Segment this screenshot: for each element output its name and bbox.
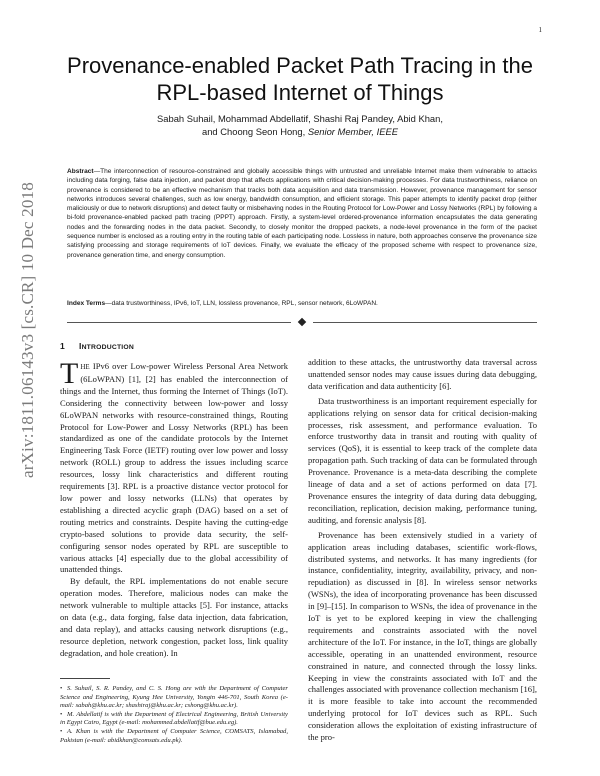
arxiv-identifier-stamp: arXiv:1811.06143v3 [cs.CR] 10 Dec 2018 [18,182,37,478]
separator-line-left [67,322,291,323]
section-number: 1 [60,341,65,351]
footnote-bullet: • [60,727,63,735]
intro-paragraph-2: By default, the RPL implementations do not enable secure operation modes. Therefore, malicious nodes can make the network vulnerable to multiple attacks [5]. For instance, attacks on data (e.g., data forging, false data injection, data fabrication, and data replay), and attacks causing network disruptions (e.g., resource depletion, network congestion, packet loss, link quality degradation, and hole creation). In [60,576,288,658]
index-terms-label: Index Terms [67,300,106,307]
section-title-initial: I [79,341,82,351]
section-separator [67,318,537,326]
footnotes [60,685,288,745]
author-line-2 [90,126,510,139]
left-column [60,357,288,660]
separator-line-right [313,322,537,323]
footnote-3 [60,728,288,745]
separator-diamond-icon [298,317,306,325]
footnote-2-text: M. Abdellatif is with the Department of Electrical Engineering, British University in Egypt Cairo, Egypt (e-mail: mohammed.abdellatif@bue.edu.eg). [60,710,288,727]
footnote-3-text: A. Khan is with the Department of Computer Science, COMSATS, Islamabad, Pakistan (e-mail: abidkhan@comsats.edu.pk). [60,727,288,744]
footnote-2 [60,711,288,728]
footnote-bullet: • [60,685,63,692]
author-list [90,113,510,138]
right-paragraph-1: addition to these attacks, the untrustworthy data traversal across unattended sensor nodes may cause issues during data debugging, data verification and data authenticity [6]. [308,357,537,391]
section-title-rest: NTRODUCTION [81,344,134,351]
right-paragraph-3: Provenance has been extensively studied in a variety of application areas including databases, scientific work-flows, distributed systems, and networks. It has many ingredients (for instance, confidentiality, integrity, availability, privacy, and non-repudiation) as discussed in [8]. In wireless sensor networks (WSNs), the idea of incorporating provenance has been discussed in [9]–[15]. In comparison to WSNs, the idea of provenance in the IoT is yet to be explored keeping in view the challenging requirements and constraints associated with the novel architecture of the IoT. For instance, in the IoT, things are globally accessible, operating in an unattended environment, resource constrained in nature, and connected through the lossy links. Keeping in view the constraints associated with IoT and the challenges associated with provenance collection mechanism [16], it is more feasible to take into account the recommended underlying protocol for IoT devices such as RPL. Such consideration allows the exploitation of existing infrastructure of the pro- [308,529,537,743]
paper-title: Provenance-enabled Packet Path Tracing in the RPL-based Internet of Things [67,53,533,105]
index-terms [67,299,537,308]
abstract-text: —The interconnection of resource-constrained and globally accessible things with untrusted and unreliable Internet make them vulnerable to attacks including data forging, false data injection, and packet drop that affects applications with critical decision-making processes. For data trustworthiness, reliance on provenance is considered to be an effective mechanism that tracks both data acquisition and data transmission. However, provenance management for sensor networks introduces several challenges, such as low energy, bandwidth consumption, and efficient storage. This paper attempts to identify packet drop (either maliciously or due to network disruptions) and detect faulty or misbehaving nodes in the Routing Protocol for Low-Power and Lossy Networks (RPL) by following a bi-fold provenance-enabled packed path tracing (PPPT) approach. Firstly, a system-level ordered-provenance information encapsulates the data generating nodes and the forwarding nodes in the data packet. Secondly, to closely monitor the dropped packets, a node-level provenance in the form of the packet sequence number is enclosed as a routing entry in the routing table of each participating node. Lossless in nature, both approaches conserve the provenance size satisfying processing and storage requirements of IoT devices. Finally, we evaluate the efficacy of the proposed scheme with respect to provenance size, provenance generation time, and energy consumption. [67,168,537,259]
footnote-bullet: • [60,710,63,718]
index-terms-text: —data trustworthiness, IPv6, IoT, LLN, lossless provenance, RPL, sensor network, 6LoWPAN. [105,300,378,307]
footnote-1 [60,685,288,711]
drop-cap: T [60,357,79,390]
right-paragraph-2: Data trustworthiness is an important requirement especially for applications relying on sensor data for critical decision-making processes, risk assessment, and performance evaluation. To enforce trustworthy data in transit and routing with quality of services (QoS), it is essential to keep track of the complete data propagation path. Such tracking of data can be formulated through Provenance. Provenance is a meta-data describing the complete lineage of data and a set of actions performed on data [7]. Provenance ensures the integrity of data during data debugging, reconciliation, replication, decision making, performance tuning, auditing, and forensic analysis [8]. [308,395,537,525]
author-line-2-names: and Choong Seon Hong, [202,125,306,137]
abstract-label: Abstract [67,168,94,175]
intro-paragraph-1-text: IPv6 over Low-power Wireless Personal Area Network (6LoWPAN) [1], [2] has enabled the interconnection of things and the Internet, thus forming the Internet of Things (IoT). Considering the connectivity between low-power and lossy 6LoWPAN networks with resource-constrained things, Routing Protocol for Low-Power and Lossy Networks (RPL) has been standardized as one of the candidate protocols by the Internet Engineering Task Force (IETF) routing over low power and lossy network (ROLL) group to address the issues including scarce resources, lossy link characteristics and different routing requirements [3]. RPL is a proactive distance vector protocol for low power and lossy networks (LLNs) that operates by establishing a directed acyclic graph (DAG) based on a set of routing metrics and constraints. Despite having the cutting-edge crypto-based solutions to provide data security, the self-configuring sensor nodes operated by RPL are susceptible to various attacks [4] especially due to the global accessibility of unattended things. [60,361,288,575]
intro-paragraph-1 [60,357,288,576]
author-membership: Senior Member, IEEE [307,125,398,137]
author-line-1: Sabah Suhail, Mohammad Abdellatif, Shashi Raj Pandey, Abid Khan, [157,113,443,124]
page-number: 1 [538,26,542,34]
section-heading-introduction [60,341,134,351]
footnote-rule [60,678,110,679]
footnote-1-text: S. Suhail, S. R. Pandey, and C. S. Hong are with the Department of Computer Science and Engineering, Kyung Hee University, Yongin 446-701, South Korea (e-mail: sabah@khu.ac.kr; shashiraj@khu.ac.kr; cshong@khu.ac.kr). [60,685,288,710]
abstract [67,167,537,260]
right-column [308,357,537,744]
intro-lead-caps: HE [80,363,90,371]
